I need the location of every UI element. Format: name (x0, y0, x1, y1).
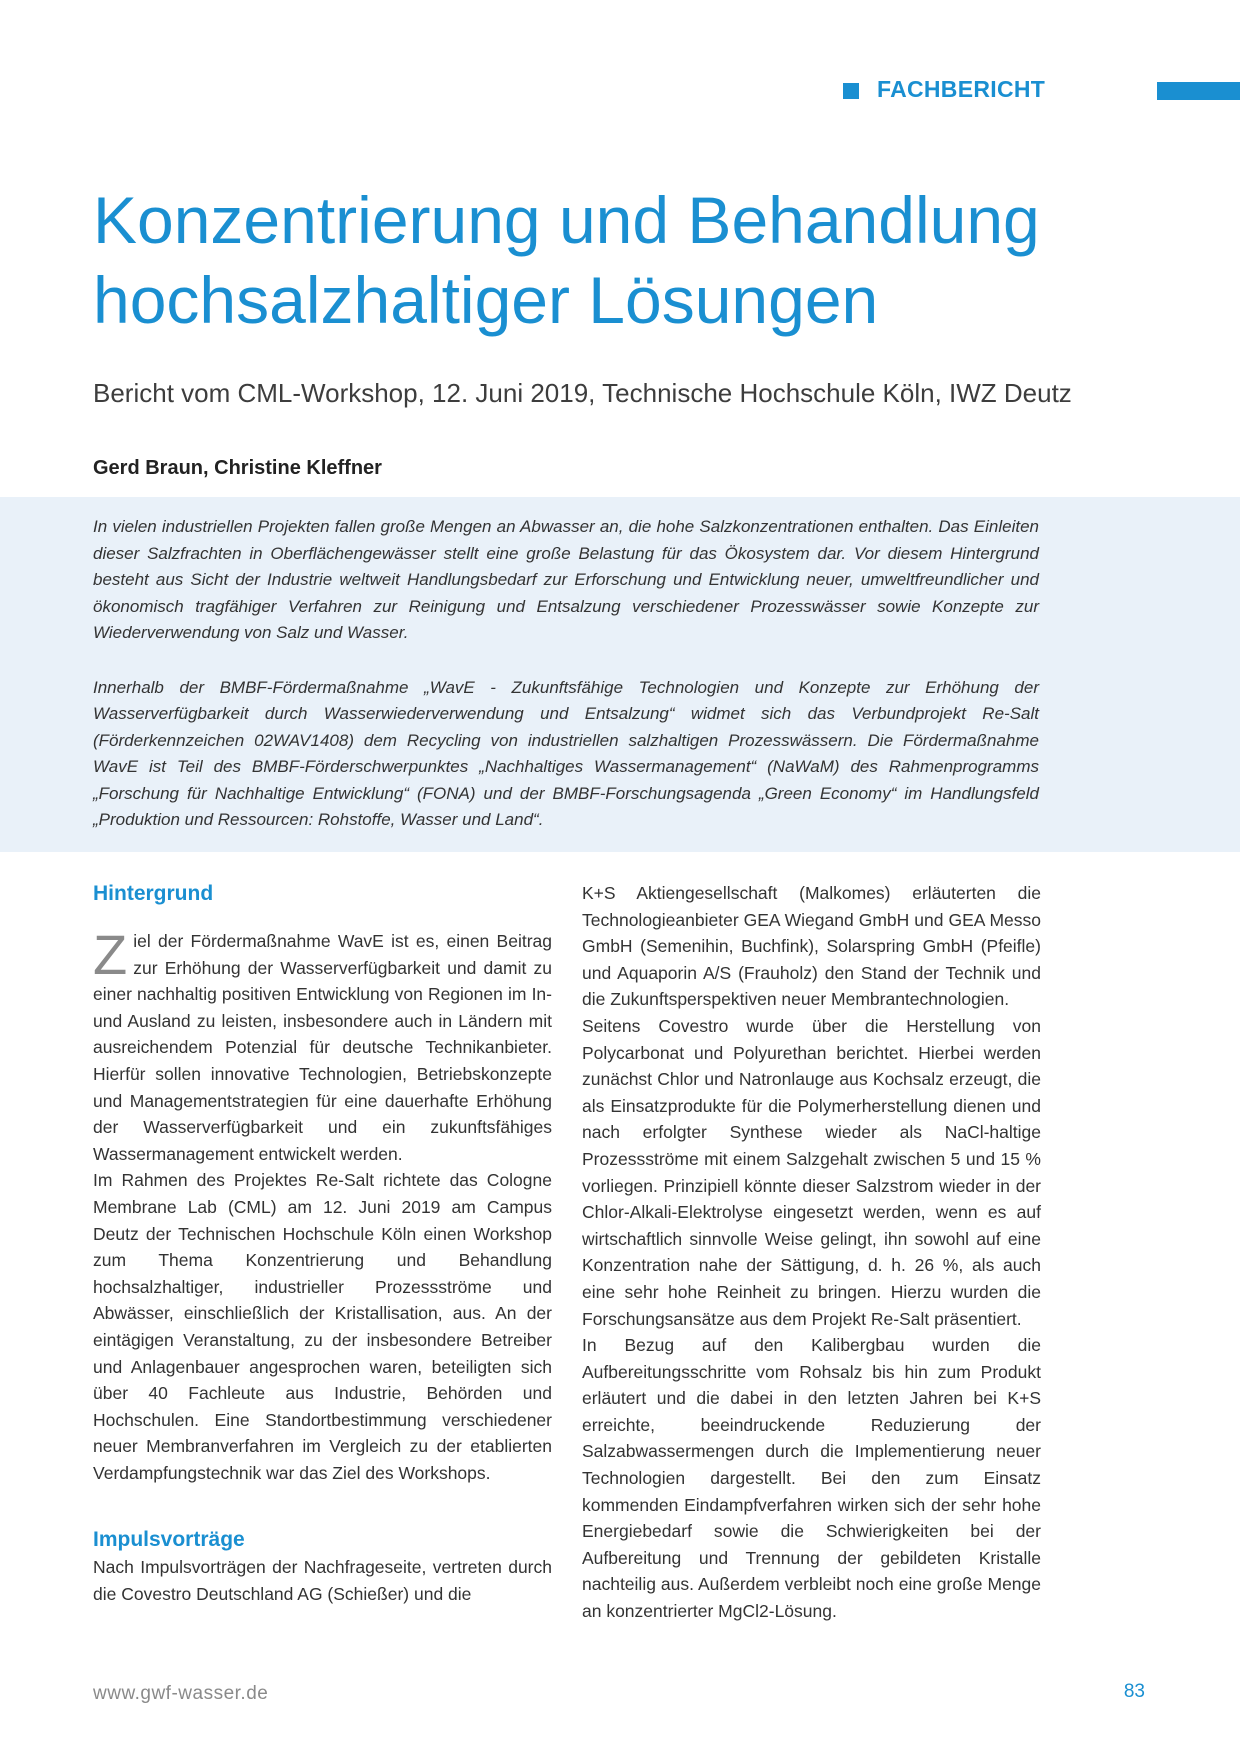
article-authors: Gerd Braun, Christine Kleffner (93, 457, 382, 479)
header-accent-bar (1157, 82, 1240, 100)
left-paragraph-2: Im Rahmen des Projektes Re-Salt richtete das Cologne Membrane Lab (CML) am 12. Juni 2019 am Campus Deutz der Technischen Hochschule Köln einen Workshop zum Thema Konzentrierung und Behandlung hochsalzhaltiger, industrieller Prozessströme und Abwässer, einschließlich der Kristallisation, aus. An der eintägigen Veranstaltung, zu der insbesondere Betreiber und Anlagenbauer angesprochen waren, beteiligten sich über 40 Fachleute aus Industrie, Behörden und Hochschulen. Eine Standortbestimmung verschiedener neuer Membranverfahren im Vergleich zu der etablierten Verdampfungstechnik war das Ziel des Workshops. (93, 1170, 552, 1483)
right-paragraph-2: Seitens Covestro wurde über die Herstellung von Polycarbonat und Polyurethan berichtet. Hierbei werden zunächst Chlor und Natronlauge aus Kochsalz erzeugt, die als Einsatzprodukte für die Polymerherstellung dienen und nach erfolgter Synthese wieder als NaCl-haltige Prozessströme mit einem Salzgehalt zwischen 5 und 15 % vorliegen. Prinzipiell könnte dieser Salzstrom wieder in der Chlor-Alkali-Elektrolyse eingesetzt werden, wenn es auf wirtschaftlich sinnvolle Weise gelingt, ihn sowohl auf eine Konzentration nahe der Sättigung, d. h. 26 %, als auch eine sehr hohe Reinheit zu bringen. Hierzu wurden die Forschungsansätze aus dem Projekt Re-Salt präsentiert. (582, 1015, 1041, 1329)
right-paragraph-3: In Bezug auf den Kalibergbau wurden die Aufbereitungsschritte vom Rohsalz bis hin zum Produkt erläutert und die dabei in den letzten Jahren bei K+S erreichte, beeindruckende Reduzierung der Salzabwassermengen durch die Implementierung neuer Technologien dargestellt. Bei den zum Einsatz kommenden Eindampfverfahren wirken sich der sehr hohe Energiebedarf sowie die Schwierigkeiten bei der Aufbereitung und Trennung der gebildeten Kristalle nachteilig aus. Außerdem verbleibt noch eine große Menge an konzentrierter MgCl2-Lösung. (582, 1335, 1041, 1622)
left-paragraph-1 (93, 923, 552, 1167)
right-column (582, 880, 1041, 1625)
abstract-paragraph-2: Innerhalb der BMBF-Fördermaßnahme „WavE - Zukunftsfähige Technologien und Konzepte zur Erhöhung der Wasserverfügbarkeit durch Wasserwiederverwendung und Entsalzung“ widmet sich das Verbundprojekt Re-Salt (Förderkennzeichen 02WAV1408) dem Recycling von industriellen salzhaltigen Prozesswässern. Die Fördermaßnahme WavE ist Teil des BMBF-Förderschwerpunktes „Nachhaltiges Wassermanagement“ (NaWaM) des Rahmenprogramms „Forschung für Nachhaltige Entwicklung“ (FONA) und der BMBF-Forschungsagenda „Green Economy“ im Handlungsfeld „Produktion und Ressourcen: Rohstoffe, Wasser und Land“. (93, 677, 1039, 829)
drop-cap: Z (93, 923, 128, 986)
title-line-2: hochsalzhaltiger Lösungen (93, 263, 879, 337)
left-column (93, 880, 552, 1608)
article-subtitle: Bericht vom CML-Workshop, 12. Juni 2019, Technische Hochschule Köln, IWZ Deutz (93, 378, 1072, 408)
right-paragraph-1: K+S Aktiengesellschaft (Malkomes) erläuterten die Technologieanbieter GEA Wiegand GmbH und GEA Messo GmbH (Semenihin, Buchfink), Solarspring GmbH (Pfeifle) und Aquaporin A/S (Frauholz) den Stand der Technik und die Zukunftsperspektiven neuer Membrantechnologien. (582, 883, 1041, 1010)
left-paragraph-3: Nach Impulsvorträgen der Nachfrageseite, vertreten durch die Covestro Deutschland AG (Schießer) und die (93, 1557, 552, 1605)
abstract-paragraph-1: In vielen industriellen Projekten fallen große Mengen an Abwasser an, die hohe Salzkonzentrationen enthalten. Das Einleiten dieser Salzfrachten in Oberflächengewässer stellt eine große Belastung für das Ökosystem dar. Vor diesem Hintergrund besteht aus Sicht der Industrie weltweit Handlungsbedarf zur Erforschung und Entwicklung neuer, umweltfreundlicher und ökonomisch tragfähiger Verfahren zur Reinigung und Entsalzung verschiedener Prozesswässer sowie Konzepte zur Wiederverwendung von Salz und Wasser. (93, 517, 1039, 642)
heading-hintergrund: Hintergrund (93, 882, 214, 905)
abstract (93, 514, 1039, 862)
section-marker-square (843, 83, 859, 99)
article-title (93, 180, 1173, 340)
footer-website-url: www.gwf-wasser.de (93, 1683, 269, 1704)
heading-impulsvortraege: Impulsvorträge (93, 1528, 245, 1552)
left-paragraph-1-text: iel der Fördermaßnahme WavE ist es, einen Beitrag zur Erhöhung der Wasserverfügbarkeit und damit zu einer nachhaltig positiven Entwicklung von Regionen im In- und Ausland zu leisten, insbesondere auch in Ländern mit ausreichendem Potenzial für deutsche Technikanbieter. Hierfür sollen innovative Technologien, Betriebskonzepte und Managementstrategien für eine dauerhafte Erhöhung der Wasserverfügbarkeit und ein zukunftsfähiges Wassermanagement entwickelt werden. (93, 931, 552, 1164)
footer-page-number: 83 (1123, 1681, 1145, 1702)
section-label: FACHBERICHT (877, 76, 1046, 102)
title-line-1: Konzentrierung und Behandlung (93, 183, 1040, 257)
